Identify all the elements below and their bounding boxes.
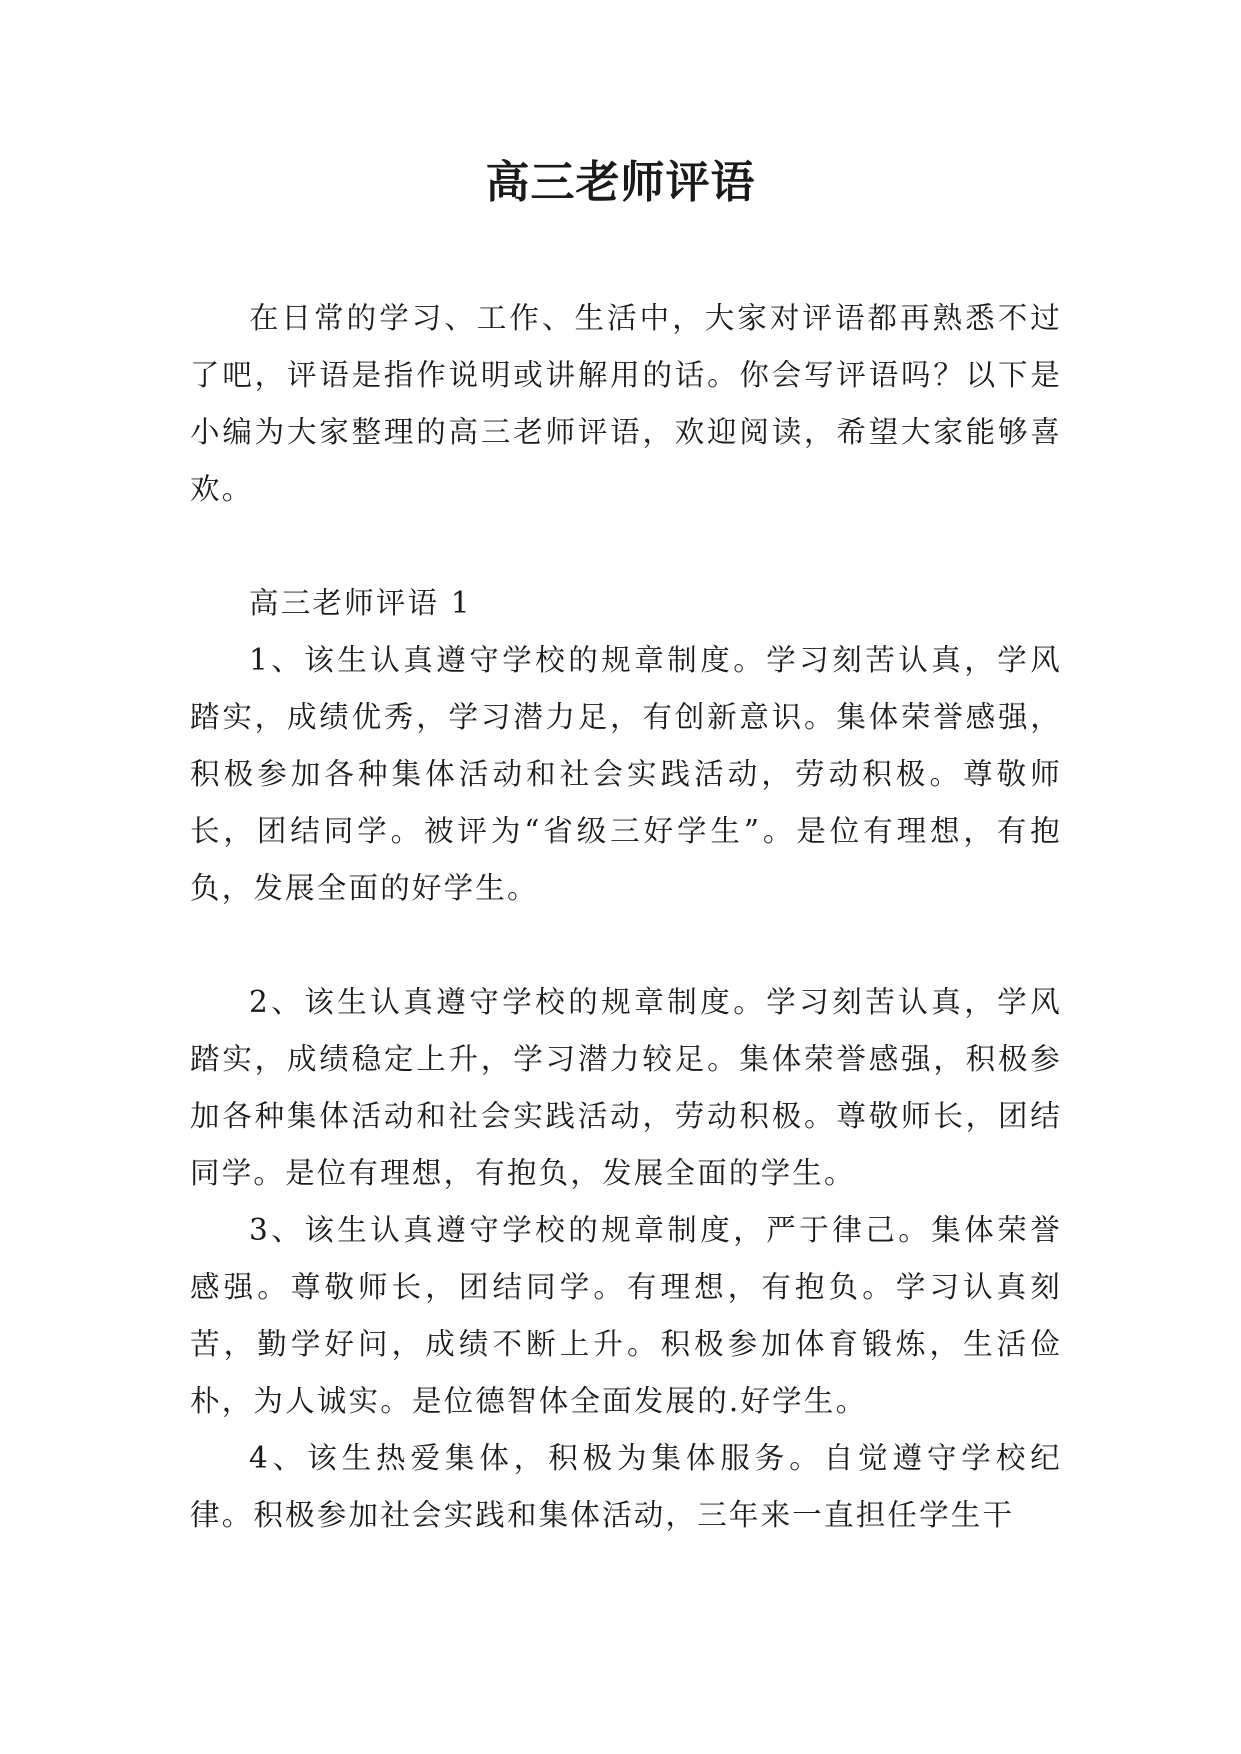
comment-item-4: 4、该生热爱集体，积极为集体服务。自觉遵守学校纪律。积极参加社会实践和集体活动，三年来一直担任学生干 bbox=[190, 1441, 1062, 1532]
section-heading: 高三老师评语 1 bbox=[249, 586, 472, 620]
comment-item-3: 3、该生认真遵守学校的规章制度，严于律己。集体荣誉感强。尊敬师长，团结同学。有理想，有抱负。学习认真刻苦，勤学好问，成绩不断上升。积极参加体育锻炼，生活俭朴，为人诚实。是位德智体全面发展的.好学生。 bbox=[190, 1213, 1062, 1418]
paragraph-spacer bbox=[190, 518, 1062, 575]
document-body bbox=[190, 290, 1062, 1544]
document-title: 高三老师评语 bbox=[485, 157, 756, 208]
intro-paragraph: 在日常的学习、工作、生活中，大家对评语都再熟悉不过了吧，评语是指作说明或讲解用的话。你会写评语吗？以下是小编为大家整理的高三老师评语，欢迎阅读，希望大家能够喜欢。 bbox=[190, 301, 1062, 506]
comment-item-1: 1、该生认真遵守学校的规章制度。学习刻苦认真，学风踏实，成绩优秀，学习潜力足，有创新意识。集体荣誉感强，积极参加各种集体活动和社会实践活动，劳动积极。尊敬师长，团结同学。被评为“省级三好学生”。是位有理想，有抱负，发展全面的好学生。 bbox=[190, 643, 1062, 905]
comment-item-2: 2、该生认真遵守学校的规章制度。学习刻苦认真，学风踏实，成绩稳定上升，学习潜力较足。集体荣誉感强，积极参加各种集体活动和社会实践活动，劳动积极。尊敬师长，团结同学。是位有理想，有抱负，发展全面的学生。 bbox=[190, 985, 1062, 1190]
paragraph-spacer bbox=[190, 917, 1062, 974]
